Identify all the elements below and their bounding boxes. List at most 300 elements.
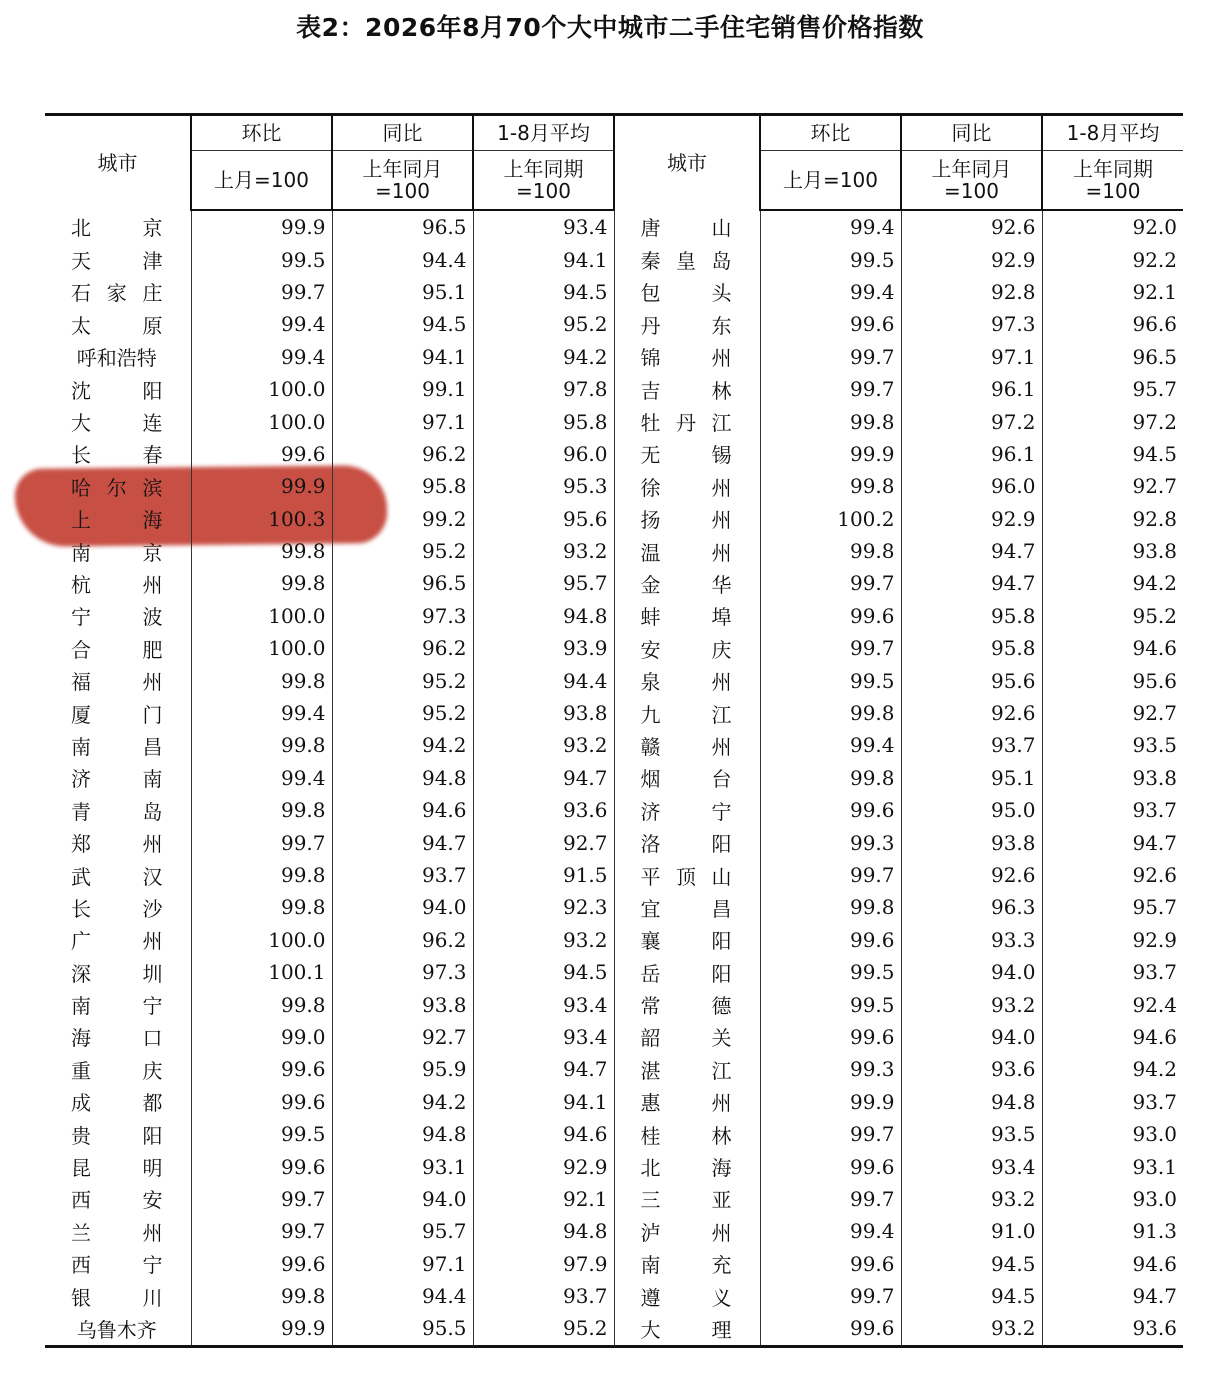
yoy-value-cell: 94.5 <box>901 1280 1042 1312</box>
avg-value-cell: 92.7 <box>473 826 614 858</box>
yoy-value-cell: 97.2 <box>901 405 1042 437</box>
city-name-cell <box>614 1280 760 1312</box>
city-char: 青 <box>71 799 91 824</box>
avg-value-cell: 94.7 <box>473 762 614 794</box>
table-row <box>45 470 1183 502</box>
yoy-value-cell: 96.2 <box>332 438 473 470</box>
header-mom: 环比 <box>191 115 332 151</box>
avg-value-cell: 93.7 <box>1042 794 1183 826</box>
city-char: 牡 <box>640 411 661 436</box>
city-name-cell <box>614 243 760 275</box>
avg-value-cell: 94.5 <box>1042 438 1183 470</box>
yoy-value-cell: 92.6 <box>901 210 1042 243</box>
avg-value-cell: 96.0 <box>473 438 614 470</box>
city-char: 庄 <box>142 281 163 306</box>
city-char: 惠 <box>640 1091 661 1116</box>
city-name-cell <box>45 503 191 535</box>
city-char: 宁 <box>142 994 163 1019</box>
avg-value-cell: 94.6 <box>1042 1021 1183 1053</box>
city-char: 充 <box>711 1253 732 1278</box>
yoy-value-cell: 95.6 <box>901 664 1042 696</box>
avg-value-cell: 94.4 <box>473 664 614 696</box>
header-yoy-base: 上年同月 =100 <box>332 151 473 211</box>
avg-value-cell: 94.5 <box>473 276 614 308</box>
city-name-cell <box>614 1150 760 1182</box>
city-char: 岳 <box>640 961 661 986</box>
yoy-value-cell: 93.2 <box>901 988 1042 1020</box>
avg-value-cell: 94.1 <box>473 1086 614 1118</box>
city-name-cell <box>614 470 760 502</box>
city-char: 阳 <box>142 378 163 403</box>
city-char: 州 <box>142 670 163 695</box>
city-char: 州 <box>142 929 163 954</box>
city-name-cell <box>614 276 760 308</box>
mom-value-cell: 99.8 <box>760 405 901 437</box>
yoy-value-cell: 93.2 <box>901 1183 1042 1215</box>
city-char: 华 <box>711 572 732 597</box>
city-name-cell <box>614 956 760 988</box>
city-char: 重 <box>71 1058 91 1083</box>
mom-value-cell: 99.6 <box>191 438 332 470</box>
table-row <box>45 1183 1183 1215</box>
yoy-value-cell: 95.2 <box>332 697 473 729</box>
avg-value-cell: 97.9 <box>473 1248 614 1280</box>
city-char: 家 <box>106 281 127 306</box>
header-mom-right: 环比 <box>760 115 901 151</box>
mom-value-cell: 99.8 <box>191 535 332 567</box>
avg-value-cell: 94.7 <box>1042 826 1183 858</box>
city-char: 郑 <box>71 832 91 857</box>
avg-value-cell: 93.1 <box>1042 1150 1183 1182</box>
table-row <box>45 826 1183 858</box>
city-char: 天 <box>71 249 91 274</box>
city-char: 南 <box>71 994 91 1019</box>
city-char: 台 <box>711 767 732 792</box>
city-char: 江 <box>711 411 732 436</box>
mom-value-cell: 99.6 <box>760 1150 901 1182</box>
city-name-cell <box>45 1086 191 1118</box>
yoy-value-cell: 97.3 <box>332 600 473 632</box>
table-row <box>45 1150 1183 1182</box>
city-name-cell <box>45 956 191 988</box>
table-row <box>45 729 1183 761</box>
yoy-value-cell: 95.1 <box>901 762 1042 794</box>
avg-value-cell: 95.3 <box>473 470 614 502</box>
city-char: 唐 <box>640 216 661 241</box>
header-mom-base: 上月=100 <box>191 151 332 211</box>
yoy-value-cell: 95.9 <box>332 1053 473 1085</box>
avg-value-cell: 94.1 <box>473 243 614 275</box>
yoy-value-cell: 92.8 <box>901 276 1042 308</box>
avg-value-cell: 93.5 <box>1042 729 1183 761</box>
city-char: 阳 <box>711 832 732 857</box>
avg-value-cell: 94.6 <box>1042 632 1183 664</box>
mom-value-cell: 100.0 <box>191 405 332 437</box>
city-name-cell <box>614 1312 760 1346</box>
city-char: 丹 <box>640 313 661 338</box>
yoy-value-cell: 93.7 <box>332 859 473 891</box>
avg-value-cell: 97.2 <box>1042 405 1183 437</box>
city-name-cell <box>45 405 191 437</box>
city-char: 贵 <box>71 1123 91 1148</box>
city-char: 山 <box>711 216 732 241</box>
city-name-cell <box>45 535 191 567</box>
city-name-cell <box>614 405 760 437</box>
city-char: 波 <box>142 605 163 630</box>
yoy-value-cell: 94.4 <box>332 243 473 275</box>
city-name-cell <box>45 438 191 470</box>
city-name-cell <box>45 1021 191 1053</box>
mom-value-cell: 99.5 <box>760 243 901 275</box>
city-char: 宁 <box>142 1253 163 1278</box>
table-row <box>45 373 1183 405</box>
city-char: 洛 <box>640 832 661 857</box>
city-name-cell <box>614 600 760 632</box>
yoy-value-cell: 93.2 <box>901 1312 1042 1346</box>
mom-value-cell: 99.7 <box>191 1183 332 1215</box>
table-row <box>45 535 1183 567</box>
city-char: 州 <box>142 832 163 857</box>
city-char: 川 <box>142 1285 163 1310</box>
avg-value-cell: 93.2 <box>473 924 614 956</box>
city-name-cell <box>45 826 191 858</box>
city-name-cell <box>614 794 760 826</box>
city-char: 常 <box>640 994 661 1019</box>
mom-value-cell: 99.8 <box>191 1280 332 1312</box>
city-char: 南 <box>71 734 91 759</box>
table-row <box>45 438 1183 470</box>
mom-value-cell: 99.6 <box>760 1312 901 1346</box>
avg-value-cell: 93.7 <box>473 1280 614 1312</box>
city-char: 济 <box>71 767 91 792</box>
table-row <box>45 1280 1183 1312</box>
city-name-cell <box>45 1248 191 1280</box>
yoy-value-cell: 96.1 <box>901 373 1042 405</box>
table-row <box>45 1215 1183 1247</box>
mom-value-cell: 99.9 <box>760 1086 901 1118</box>
mom-value-cell: 99.5 <box>760 988 901 1020</box>
header-yoy-right: 同比 <box>901 115 1042 151</box>
city-char: 州 <box>711 346 732 371</box>
city-char: 昌 <box>711 896 732 921</box>
table-row <box>45 697 1183 729</box>
city-char: 明 <box>142 1156 163 1181</box>
yoy-value-cell: 95.8 <box>901 632 1042 664</box>
yoy-value-cell: 94.7 <box>901 567 1042 599</box>
table-row <box>45 794 1183 826</box>
city-char: 温 <box>640 540 661 565</box>
mom-value-cell: 100.2 <box>760 503 901 535</box>
city-char: 西 <box>71 1188 91 1213</box>
mom-value-cell: 99.0 <box>191 1021 332 1053</box>
mom-value-cell: 99.8 <box>760 470 901 502</box>
mom-value-cell: 99.9 <box>760 438 901 470</box>
city-char: 理 <box>711 1317 732 1342</box>
avg-value-cell: 93.9 <box>473 632 614 664</box>
yoy-value-cell: 94.2 <box>332 1086 473 1118</box>
city-name-cell <box>45 891 191 923</box>
city-char: 海 <box>711 1156 732 1181</box>
city-char: 广 <box>71 929 91 954</box>
yoy-value-cell: 93.8 <box>901 826 1042 858</box>
city-char: 济 <box>640 799 661 824</box>
city-char: 林 <box>711 378 732 403</box>
mom-value-cell: 99.7 <box>191 276 332 308</box>
yoy-value-cell: 94.8 <box>901 1086 1042 1118</box>
yoy-value-cell: 97.3 <box>332 956 473 988</box>
city-char: 州 <box>711 508 732 533</box>
yoy-value-cell: 94.0 <box>332 1183 473 1215</box>
city-char: 顶 <box>676 864 696 889</box>
avg-value-cell: 96.5 <box>1042 341 1183 373</box>
mom-value-cell: 99.8 <box>191 567 332 599</box>
city-char: 庆 <box>711 637 732 662</box>
avg-value-cell: 94.5 <box>473 956 614 988</box>
mom-value-cell: 99.4 <box>191 308 332 340</box>
city-char: 石 <box>71 281 91 306</box>
city-name-cell <box>45 210 191 243</box>
mom-value-cell: 99.9 <box>191 1312 332 1346</box>
city-char: 阳 <box>711 929 732 954</box>
mom-value-cell: 99.7 <box>191 1215 332 1247</box>
yoy-value-cell: 95.7 <box>332 1215 473 1247</box>
city-name-cell <box>45 600 191 632</box>
avg-value-cell: 92.1 <box>473 1183 614 1215</box>
header-mom-base-right: 上月=100 <box>760 151 901 211</box>
table-row <box>45 988 1183 1020</box>
yoy-value-cell: 95.0 <box>901 794 1042 826</box>
yoy-value-cell: 92.6 <box>901 859 1042 891</box>
city-name-cell <box>614 308 760 340</box>
mom-value-cell: 100.0 <box>191 924 332 956</box>
mom-value-cell: 99.8 <box>760 891 901 923</box>
city-char: 州 <box>711 734 732 759</box>
city-char: 埠 <box>711 605 732 630</box>
table-row <box>45 859 1183 891</box>
avg-value-cell: 91.5 <box>473 859 614 891</box>
yoy-value-cell: 95.5 <box>332 1312 473 1346</box>
table-row <box>45 210 1183 243</box>
city-name-cell <box>45 1312 191 1346</box>
table-row <box>45 762 1183 794</box>
mom-value-cell: 99.5 <box>760 664 901 696</box>
city-char: 大 <box>71 411 91 436</box>
avg-value-cell: 92.9 <box>1042 924 1183 956</box>
yoy-value-cell: 92.6 <box>901 697 1042 729</box>
mom-value-cell: 99.4 <box>191 341 332 373</box>
table-row <box>45 1248 1183 1280</box>
city-char: 阳 <box>142 1123 163 1148</box>
mom-value-cell: 99.4 <box>760 276 901 308</box>
city-char: 汉 <box>142 864 163 889</box>
city-char: 扬 <box>640 508 661 533</box>
city-char: 沙 <box>142 896 163 921</box>
city-char: 安 <box>142 1188 163 1213</box>
yoy-value-cell: 94.4 <box>332 1280 473 1312</box>
yoy-value-cell: 96.2 <box>332 632 473 664</box>
city-char: 丹 <box>676 411 696 436</box>
table-row <box>45 1021 1183 1053</box>
city-char: 春 <box>142 443 163 468</box>
city-char: 岛 <box>711 249 732 274</box>
city-name-cell <box>45 729 191 761</box>
city-char: 林 <box>711 1123 732 1148</box>
yoy-value-cell: 97.3 <box>901 308 1042 340</box>
city-char: 三 <box>640 1188 661 1213</box>
avg-value-cell: 93.8 <box>473 697 614 729</box>
city-char: 南 <box>71 540 91 565</box>
city-char: 金 <box>640 572 661 597</box>
yoy-value-cell: 94.2 <box>332 729 473 761</box>
mom-value-cell: 99.7 <box>760 1183 901 1215</box>
avg-value-cell: 92.0 <box>1042 210 1183 243</box>
table-row <box>45 891 1183 923</box>
mom-value-cell: 99.6 <box>760 308 901 340</box>
table-row <box>45 276 1183 308</box>
avg-value-cell: 95.6 <box>473 503 614 535</box>
city-char: 义 <box>711 1285 732 1310</box>
mom-value-cell: 99.7 <box>760 567 901 599</box>
city-char: 蚌 <box>640 605 661 630</box>
avg-value-cell: 95.6 <box>1042 664 1183 696</box>
city-char: 乌鲁木齐 <box>76 1317 157 1342</box>
mom-value-cell: 99.6 <box>191 1248 332 1280</box>
mom-value-cell: 100.0 <box>191 632 332 664</box>
city-name-cell <box>45 341 191 373</box>
table-body <box>45 210 1183 1346</box>
yoy-value-cell: 94.5 <box>901 1248 1042 1280</box>
city-char: 门 <box>142 702 163 727</box>
table-row <box>45 1086 1183 1118</box>
mom-value-cell: 99.7 <box>760 632 901 664</box>
city-char: 福 <box>71 670 91 695</box>
city-char: 头 <box>711 281 732 306</box>
yoy-value-cell: 97.1 <box>332 405 473 437</box>
city-name-cell <box>45 697 191 729</box>
mom-value-cell: 99.6 <box>760 1248 901 1280</box>
city-name-cell <box>45 373 191 405</box>
city-char: 津 <box>142 249 163 274</box>
yoy-value-cell: 99.1 <box>332 373 473 405</box>
mom-value-cell: 99.6 <box>760 1021 901 1053</box>
city-char: 宜 <box>640 896 661 921</box>
avg-value-cell: 94.7 <box>1042 1280 1183 1312</box>
avg-value-cell: 93.4 <box>473 1021 614 1053</box>
city-char: 长 <box>71 443 91 468</box>
city-char: 北 <box>71 216 91 241</box>
city-char: 州 <box>711 1091 732 1116</box>
city-name-cell <box>614 1118 760 1150</box>
city-char: 湛 <box>640 1058 661 1083</box>
city-char: 口 <box>142 1026 163 1051</box>
city-name-cell <box>45 1118 191 1150</box>
city-char: 连 <box>142 411 163 436</box>
avg-value-cell: 94.8 <box>473 600 614 632</box>
city-char: 阳 <box>711 961 732 986</box>
city-name-cell <box>614 1215 760 1247</box>
city-name-cell <box>45 276 191 308</box>
mom-value-cell: 99.6 <box>191 1150 332 1182</box>
mom-value-cell: 99.7 <box>760 859 901 891</box>
city-char: 德 <box>711 994 732 1019</box>
yoy-value-cell: 94.6 <box>332 794 473 826</box>
mom-value-cell: 99.6 <box>191 1053 332 1085</box>
mom-value-cell: 99.4 <box>760 1215 901 1247</box>
city-name-cell <box>45 470 191 502</box>
city-char: 南 <box>142 767 163 792</box>
mom-value-cell: 99.8 <box>191 794 332 826</box>
avg-value-cell: 93.8 <box>1042 762 1183 794</box>
yoy-value-cell: 93.8 <box>332 988 473 1020</box>
table-row <box>45 956 1183 988</box>
yoy-value-cell: 94.7 <box>332 826 473 858</box>
yoy-value-cell: 96.0 <box>901 470 1042 502</box>
city-name-cell <box>45 632 191 664</box>
city-char: 遵 <box>640 1285 661 1310</box>
city-name-cell <box>614 210 760 243</box>
city-char: 肥 <box>142 637 163 662</box>
yoy-value-cell: 92.9 <box>901 243 1042 275</box>
city-char: 九 <box>640 702 661 727</box>
table-row <box>45 924 1183 956</box>
yoy-value-cell: 94.7 <box>901 535 1042 567</box>
city-char: 海 <box>142 508 163 533</box>
city-name-cell <box>45 308 191 340</box>
yoy-value-cell: 95.2 <box>332 535 473 567</box>
mom-value-cell: 100.3 <box>191 503 332 535</box>
avg-value-cell: 93.2 <box>473 535 614 567</box>
city-char: 京 <box>142 216 163 241</box>
city-char: 哈 <box>71 475 91 500</box>
yoy-value-cell: 96.1 <box>901 438 1042 470</box>
city-char: 宁 <box>71 605 91 630</box>
avg-value-cell: 94.8 <box>473 1215 614 1247</box>
city-name-cell <box>614 373 760 405</box>
avg-value-cell: 92.8 <box>1042 503 1183 535</box>
avg-value-cell: 94.2 <box>473 341 614 373</box>
city-char: 江 <box>711 1058 732 1083</box>
city-char: 成 <box>71 1091 91 1116</box>
city-char: 昆 <box>71 1156 91 1181</box>
table-row <box>45 1053 1183 1085</box>
yoy-value-cell: 92.9 <box>901 503 1042 535</box>
yoy-value-cell: 97.1 <box>332 1248 473 1280</box>
avg-value-cell: 95.8 <box>473 405 614 437</box>
city-char: 韶 <box>640 1026 661 1051</box>
city-char: 平 <box>640 864 661 889</box>
avg-value-cell: 95.7 <box>1042 891 1183 923</box>
mom-value-cell: 99.8 <box>191 859 332 891</box>
city-char: 锦 <box>640 346 661 371</box>
header-city-right: 城市 <box>614 115 760 211</box>
city-char: 原 <box>142 313 163 338</box>
mom-value-cell: 99.4 <box>760 729 901 761</box>
table-title: 表2：2026年8月70个大中城市二手住宅销售价格指数 <box>296 13 924 42</box>
mom-value-cell: 99.5 <box>760 956 901 988</box>
header-avg-right: 1-8月平均 <box>1042 115 1183 151</box>
city-char: 武 <box>71 864 91 889</box>
table-row <box>45 600 1183 632</box>
table-row <box>45 503 1183 535</box>
city-name-cell <box>614 891 760 923</box>
city-name-cell <box>45 794 191 826</box>
mom-value-cell: 99.4 <box>760 210 901 243</box>
city-char: 厦 <box>71 702 91 727</box>
city-char: 州 <box>142 1220 163 1245</box>
avg-value-cell: 92.9 <box>473 1150 614 1182</box>
city-char: 庆 <box>142 1058 163 1083</box>
mom-value-cell: 99.9 <box>191 470 332 502</box>
